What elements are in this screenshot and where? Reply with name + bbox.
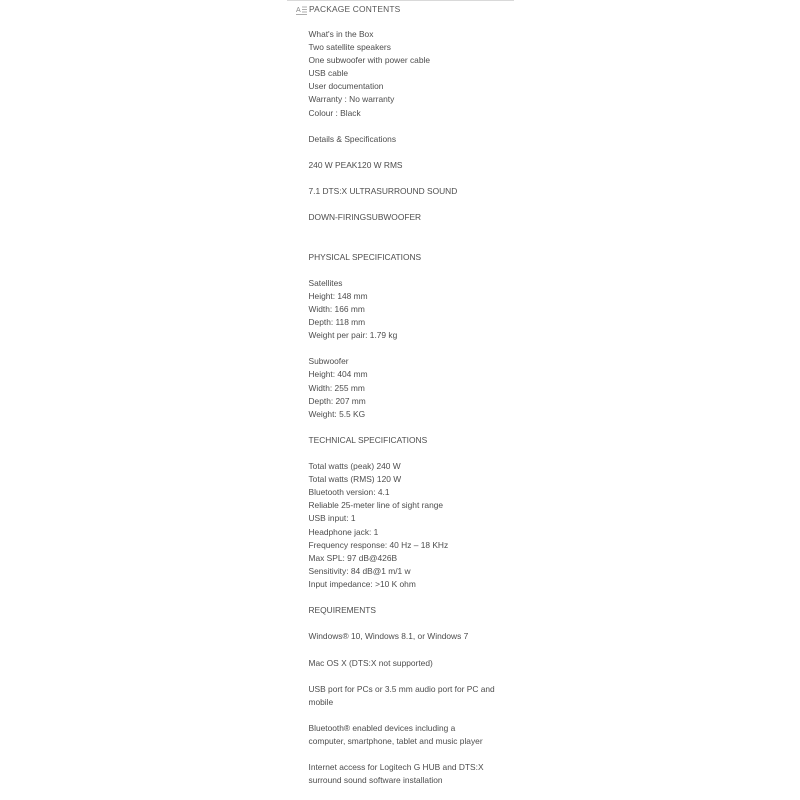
spec-line: Reliable 25-meter line of sight range: [308, 500, 444, 511]
spec-line: Depth: 207 mm: [308, 395, 366, 406]
spec-line: Details & Specifications: [308, 133, 397, 144]
blank-line: [309, 748, 509, 761]
spec-line: Frequency response: 40 Hz – 18 KHz: [308, 539, 449, 550]
spec-line: DOWN-FIRINGSUBWOOFER: [308, 212, 422, 223]
blank-line: [309, 591, 509, 604]
blank-line: [309, 421, 509, 434]
spec-line: Bluetooth version: 4.1: [308, 487, 390, 498]
package-contents-header[interactable]: [296, 3, 400, 16]
spec-line: Input impedance: >10 K ohm: [308, 578, 416, 589]
spec-line: 240 W PEAK120 W RMS: [308, 159, 403, 170]
section-title: PACKAGE CONTENTS: [309, 4, 401, 14]
blank-line: [309, 342, 509, 355]
blank-line: [309, 670, 509, 683]
spec-line: Total watts (peak) 240 W: [308, 461, 401, 472]
spec-line: Weight per pair: 1.79 kg: [308, 330, 398, 341]
spec-line: Mac OS X (DTS:X not supported): [308, 657, 433, 668]
spec-line: User documentation: [308, 81, 384, 92]
spec-line: Colour : Black: [308, 107, 361, 118]
blank-line: [309, 120, 509, 133]
spec-line: Height: 148 mm: [308, 290, 368, 301]
spec-line: PHYSICAL SPECIFICATIONS: [308, 251, 422, 262]
spec-line: Width: 255 mm: [308, 382, 365, 393]
blank-line: [309, 709, 509, 722]
blank-line: [309, 198, 509, 211]
spec-line: Satellites: [308, 277, 343, 288]
svg-text:A: A: [296, 6, 301, 14]
package-contents-body: [309, 28, 509, 787]
spec-line: REQUIREMENTS: [308, 605, 376, 616]
blank-line: [309, 447, 509, 460]
blank-line: [309, 238, 509, 251]
spec-line: mobile: [308, 696, 334, 707]
spec-line: TECHNICAL SPECIFICATIONS: [308, 434, 428, 445]
spec-line: surround sound software installation: [308, 775, 443, 786]
blank-line: [309, 146, 509, 159]
spec-line: Internet access for Logitech G HUB and DTS:X: [308, 762, 484, 773]
spec-line: Max SPL: 97 dB@426B: [308, 552, 398, 563]
top-divider: [287, 0, 514, 1]
spec-line: Warranty : No warranty: [308, 94, 395, 105]
spec-line: What's in the Box: [308, 29, 374, 39]
blank-line: [309, 264, 509, 277]
blank-line: [309, 617, 509, 630]
spec-line: Width: 166 mm: [308, 303, 365, 314]
spec-line: USB input: 1: [308, 513, 356, 524]
spec-line: USB port for PCs or 3.5 mm audio port for PC and: [308, 683, 495, 694]
spec-line: Two satellite speakers: [308, 42, 391, 53]
spec-line: Total watts (RMS) 120 W: [308, 474, 402, 485]
blank-line: [309, 224, 509, 237]
spec-line: Subwoofer: [308, 356, 349, 367]
blank-line: [309, 643, 509, 656]
spec-line: Depth: 118 mm: [308, 317, 366, 328]
spec-line: Weight: 5.5 KG: [308, 408, 366, 419]
spec-line: Headphone jack: 1: [308, 526, 379, 537]
spec-line: USB cable: [308, 68, 349, 79]
spec-line: Bluetooth® enabled devices including a: [308, 722, 456, 733]
spec-line: 7.1 DTS:X ULTRASURROUND SOUND: [308, 186, 458, 197]
spec-line: One subwoofer with power cable: [308, 55, 431, 66]
spec-line: Windows® 10, Windows 8.1, or Windows 7: [308, 631, 469, 642]
spec-line: Sensitivity: 84 dB@1 m/1 w: [308, 565, 411, 576]
blank-line: [309, 172, 509, 185]
spec-line: computer, smartphone, tablet and music player: [308, 736, 483, 747]
text-align-icon: [296, 5, 307, 15]
spec-line: Height: 404 mm: [308, 369, 368, 380]
